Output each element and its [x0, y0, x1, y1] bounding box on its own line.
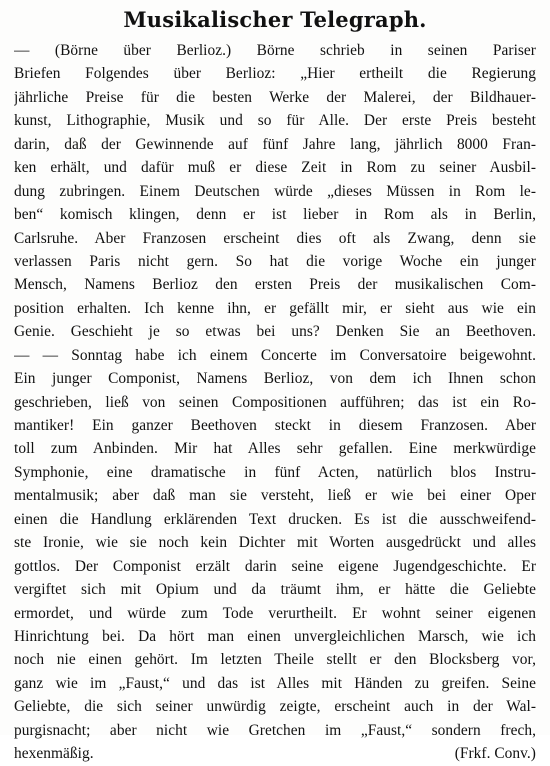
article-line: Briefen Folgendes über Berlioz: „Hier ertheilt die Regierung [14, 65, 536, 83]
article-line: Hinrichtung bei. Da hört man einen unvergleichlichen Marsch, wie ich [14, 627, 536, 645]
article-line: vergiftet sich mit Opium und da träumt ihm, er hätte die Geliebte [14, 581, 536, 599]
article-line: Mensch, Namens Berlioz den ersten Preis der musikalischen Com- [14, 276, 536, 294]
article-line: purgisnacht; aber nicht wie Gretchen im „Faust,“ sondern frech, [14, 721, 536, 739]
article-line: ste Ironie, wie sie noch kein Dichter mit Worten ausgedrückt und alles [14, 534, 536, 552]
article-line: mentalmusik; aber daß man sie versteht, ließ er wie bei einer Oper [14, 487, 536, 505]
article-line: verlassen Paris nicht gern. So hat die vorige Woche ein junger [14, 252, 536, 270]
article-body [14, 39, 536, 766]
article-line: mantiker! Ein ganzer Beethoven steckt in diesem Franzosen. Aber [14, 417, 536, 434]
article-line: Genie. Geschieht je so etwas bei uns? Denken Sie an Beethoven. [14, 323, 536, 341]
article-closing-text: hexenmäßig. [14, 745, 94, 763]
article-line: geschrieben, ließ von seinen Compositionen aufführen; das ist ein Ro- [14, 393, 536, 411]
article-line: noch nie einen gehört. Im letzten Theile stellt er den Blocksberg vor, [14, 651, 536, 669]
article-line: Ein junger Componist, Namens Berlioz, von dem ich Ihnen schon [14, 370, 536, 388]
article-line: jährliche Preise für die besten Werke der Malerei, der Bildhauer- [14, 88, 536, 106]
article-last-line [14, 742, 536, 765]
article-line: ganz wie im „Faust,“ und das ist Alles mit Händen zu greifen. Seine [14, 674, 536, 692]
article-line: toll zum Anbinden. Mir hat Alles sehr gefallen. Eine merkwürdige [14, 440, 536, 458]
article-line: Carlsruhe. Aber Franzosen erscheint dies oft als Zwang, denn sie [14, 229, 536, 247]
article-source: (Frkf. Conv.) [454, 745, 536, 763]
article-line: Symphonie, eine dramatische in fünf Acten, natürlich blos Instru- [14, 463, 536, 481]
article-line: ben“ komisch klingen, denn er ist lieber in Rom als in Berlin, [14, 206, 536, 224]
article-line: position erhalten. Ich kenne ihn, er gefällt mir, er sieht aus wie ein [14, 299, 536, 317]
article-line: ken erhält, und dafür muß er diese Zeit in Rom zu seiner Ausbil- [14, 159, 536, 177]
article-line: kunst, Lithographie, Musik und so für Alle. Der erste Preis besteht [14, 112, 536, 130]
article-line: einen die Handlung erklärenden Text drucken. Es ist die ausschweifend- [14, 510, 536, 528]
article-line: — — Sonntag habe ich einem Concerte im Conversatoire beigewohnt. [14, 346, 536, 364]
article-line: dung zubringen. Einem Deutschen würde „dieses Müssen in Rom le- [14, 182, 536, 200]
article-line: darin, daß der Gewinnende auf fünf Jahre lang, jährlich 8000 Fran- [14, 135, 536, 153]
article-line: — (Börne über Berlioz.) Börne schrieb in seinen Pariser [14, 42, 536, 59]
article-line: gottlos. Der Componist erzält darin seine eigene Jugendgeschichte. Er [14, 557, 536, 575]
article-title: Musikalischer Telegraph. [123, 7, 427, 32]
article-line: ermordet, und würde zum Tode verurtheilt. Er wohnt seiner eigenen [14, 604, 536, 622]
article-line: Geliebte, die sich seiner unwürdig zeigte, erscheint auch in der Wal- [14, 698, 536, 716]
